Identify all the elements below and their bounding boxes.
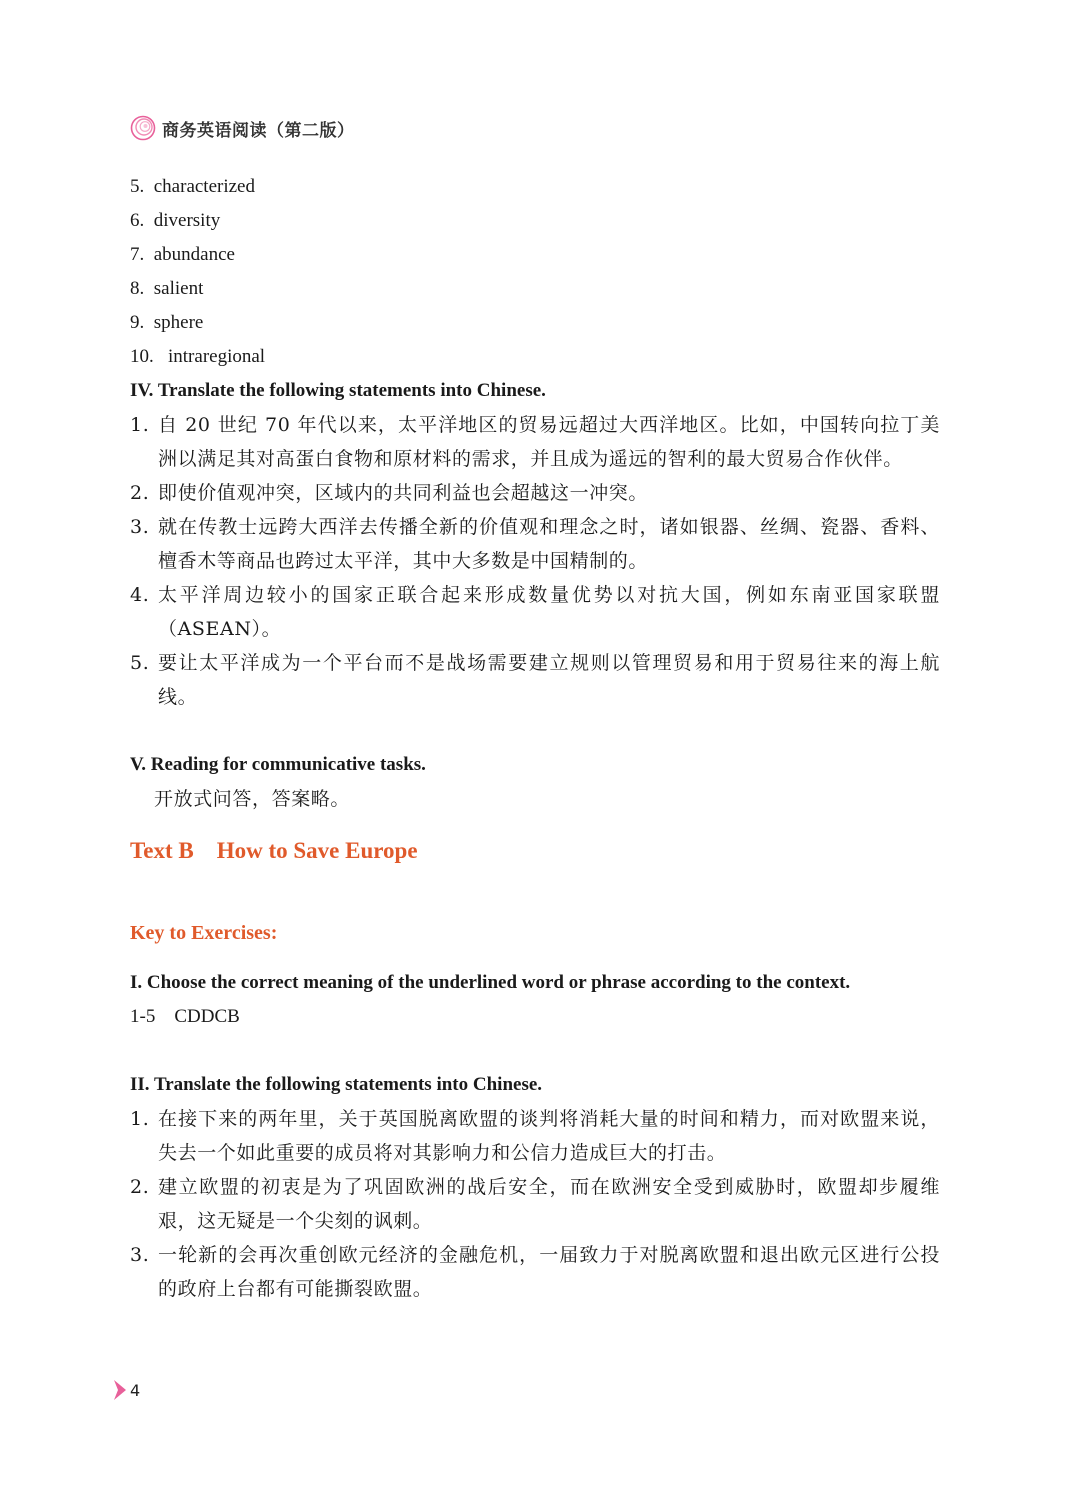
text-b-heading	[130, 832, 940, 870]
page-number: 4	[114, 1380, 140, 1400]
answer-line: 1-5 CDDCB	[130, 1006, 240, 1027]
translation-item: 1. 在接下来的两年里，关于英国脱离欧盟的谈判将消耗大量的时间和精力，而对欧盟来说，失去一个如此重要的成员将对其影响力和公信力造成巨大的打击。	[130, 1108, 940, 1164]
section-heading: II. Translate the following statements into Chinese.	[130, 1074, 543, 1095]
answer-text: 开放式问答，答案略。	[154, 788, 351, 810]
list-item: 9. sphere	[130, 312, 204, 333]
section-heading: I. Choose the correct meaning of the underlined word or phrase according to the context.	[130, 972, 851, 993]
list-item: 7. abundance	[130, 244, 235, 265]
section-heading: V. Reading for communicative tasks.	[130, 754, 426, 775]
list-item: 6. diversity	[130, 210, 221, 231]
text-b-title: How to Save Europe	[216, 838, 418, 863]
running-header	[130, 114, 544, 142]
translation-item: 1. 自 20 世纪 70 年代以来，太平洋地区的贸易远超过大西洋地区。比如，中国转向拉丁美洲以满足其对高蛋白食物和原材料的需求，并且成为遥远的智利的最大贸易合作伙伴。	[130, 414, 940, 470]
text-b-label: Text B	[130, 838, 194, 863]
page-content	[130, 170, 940, 1306]
translation-item: 3. 就在传教士远跨大西洋去传播全新的价值观和理念之时，诸如银器、丝绸、瓷器、香料、檀香木等商品也跨过太平洋，其中大多数是中国精制的。	[130, 516, 940, 572]
header-decorative-rule	[359, 126, 544, 138]
translation-item: 3. 一轮新的会再次重创欧元经济的金融危机，一届致力于对脱离欧盟和退出欧元区进行公投的政府上台都有可能撕裂欧盟。	[130, 1244, 940, 1300]
page-marker-icon	[114, 1380, 126, 1400]
book-title: 商务英语阅读（第二版）	[162, 120, 355, 141]
spiral-logo-icon	[130, 115, 156, 141]
translation-item: 2. 建立欧盟的初衷是为了巩固欧洲的战后安全，而在欧洲安全受到威胁时，欧盟却步履维艰，这无疑是一个尖刻的讽刺。	[130, 1176, 940, 1232]
key-heading: Key to Exercises:	[130, 922, 278, 944]
list-item: 8. salient	[130, 278, 204, 299]
translation-item: 2. 即使价值观冲突，区域内的共同利益也会超越这一冲突。	[130, 482, 649, 504]
list-item: 10. intraregional	[130, 346, 266, 367]
list-item: 5. characterized	[130, 176, 255, 197]
translation-item: 4. 太平洋周边较小的国家正联合起来形成数量优势以对抗大国，例如东南亚国家联盟（ASEAN）。	[130, 584, 940, 640]
section-heading: IV. Translate the following statements into Chinese.	[130, 380, 546, 401]
translation-item: 5. 要让太平洋成为一个平台而不是战场需要建立规则以管理贸易和用于贸易往来的海上航线。	[130, 652, 940, 708]
